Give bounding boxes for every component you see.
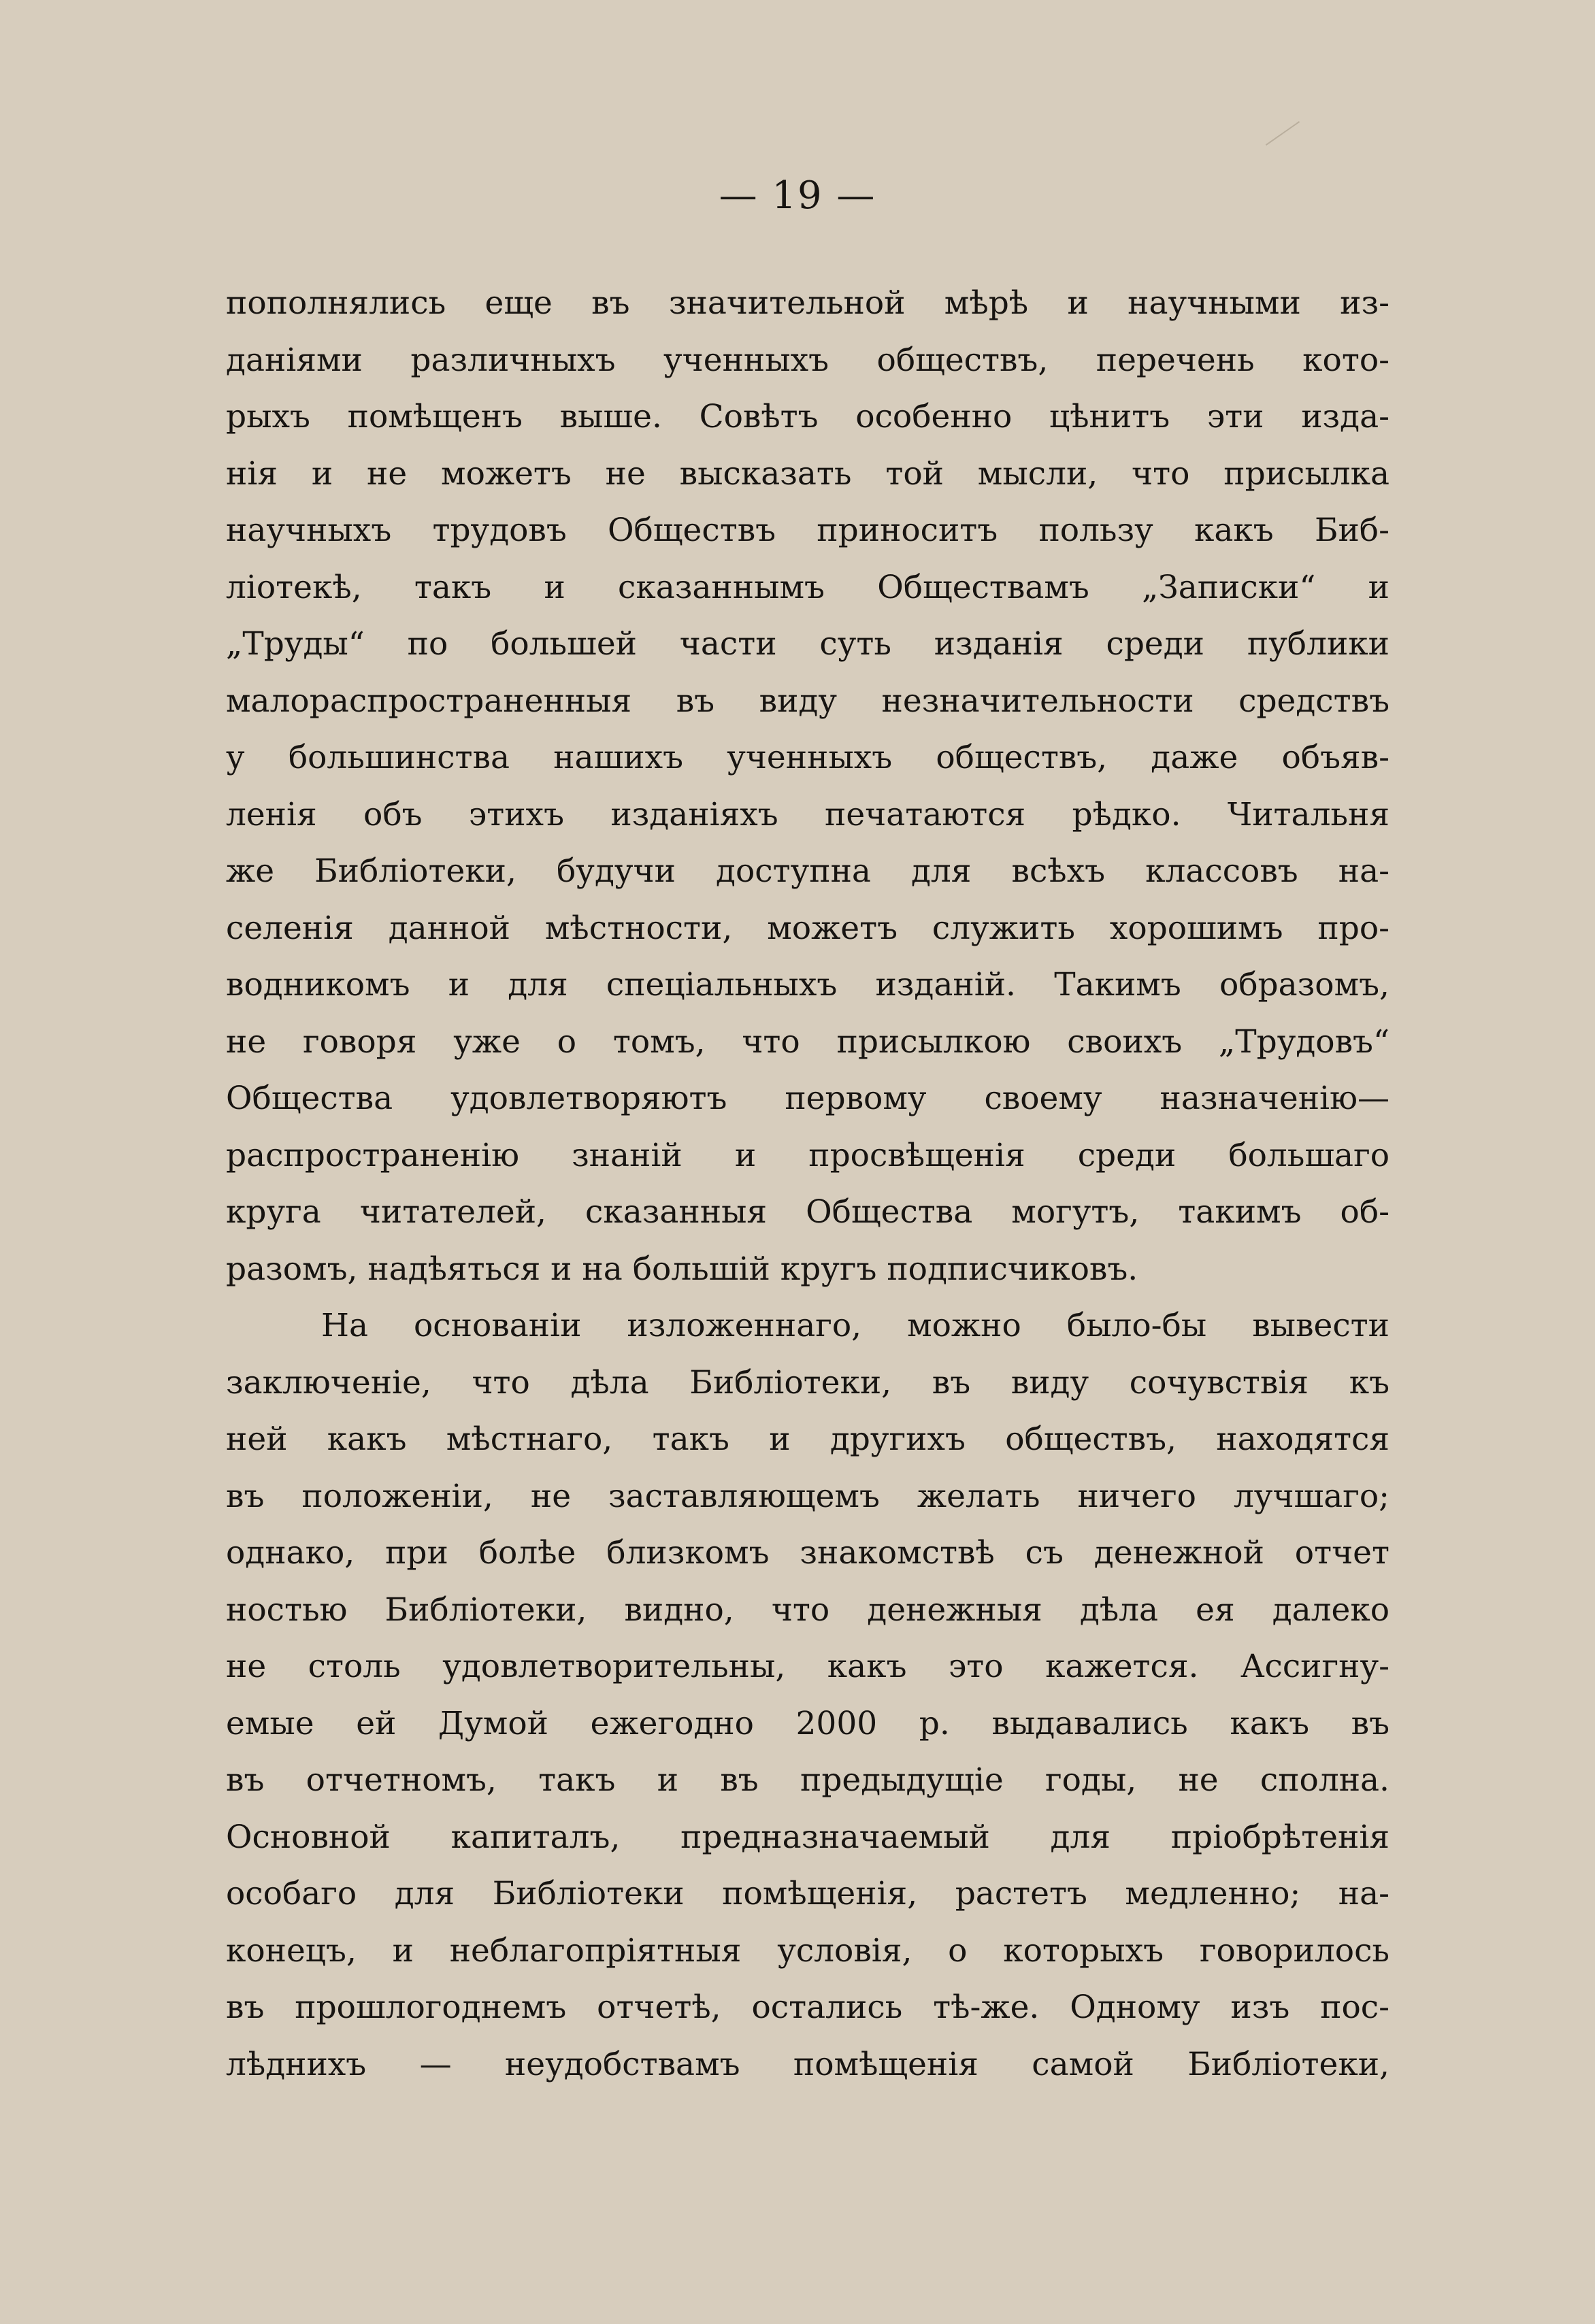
text-line: разомъ, надѣяться и на большій кругъ подписчиковъ. xyxy=(226,1250,1138,1288)
text-line: На основаніи изложеннаго, можно было-бы вывести xyxy=(321,1307,1390,1344)
paragraph-1 xyxy=(226,275,1390,1297)
text-line: нія и не можетъ не высказать той мысли, что присылка xyxy=(226,454,1390,493)
text-line: заключеніе, что дѣла Библіотеки, въ виду сочувствія къ xyxy=(226,1363,1390,1401)
text-line: въ положеніи, не заставляющемъ желать ничего лучшаго; xyxy=(226,1477,1390,1515)
text-line: Общества удовлетворяютъ первому своему назначенію— xyxy=(226,1080,1390,1117)
text-line: научныхъ трудовъ Обществъ приноситъ пользу какъ Биб- xyxy=(226,512,1390,549)
text-line: селенія данной мѣстности, можетъ служить хорошимъ про- xyxy=(226,909,1390,947)
text-line: распространенію знаній и просвѣщенія среди большаго xyxy=(226,1136,1390,1174)
text-line: ліотекѣ, такъ и сказаннымъ Обществамъ „Записки“ и xyxy=(226,568,1390,606)
text-line: однако, при болѣе близкомъ знакомствѣ съ денежной отчет xyxy=(226,1534,1390,1572)
text-line: ностью Библіотеки, видно, что денежныя дѣла ея далеко xyxy=(226,1591,1390,1629)
text-line: въ отчетномъ, такъ и въ предыдущіе годы, не сполна. xyxy=(226,1761,1390,1799)
text-line: лѣднихъ — неудобствамъ помѣщенія самой Библіотеки, xyxy=(226,2045,1390,2083)
text-line: не говоря уже о томъ, что присылкою своихъ „Трудовъ“ xyxy=(226,1023,1390,1061)
text-line: конецъ, и неблагопріятныя условія, о которыхъ говорилось xyxy=(226,1931,1390,1970)
text-line: ней какъ мѣстнаго, такъ и другихъ обществъ, находятся xyxy=(226,1421,1390,1458)
paper-smudge xyxy=(1266,121,1300,146)
text-line: „Труды“ по большей части суть изданія среди публики xyxy=(226,625,1390,663)
text-line: же Библіотеки, будучи доступна для всѣхъ классовъ на- xyxy=(226,852,1390,890)
text-line: пополнялись еще въ значительной мѣрѣ и научными из- xyxy=(226,284,1390,322)
text-line: круга читателей, сказанныя Общества могутъ, такимъ об- xyxy=(226,1193,1390,1231)
text-line: рыхъ помѣщенъ выше. Совѣтъ особенно цѣнитъ эти изда- xyxy=(226,398,1390,435)
text-line: водникомъ и для спеціальныхъ изданій. Такимъ образомъ, xyxy=(226,966,1390,1003)
text-line: емые ей Думой ежегодно 2000 р. выдавались какъ въ xyxy=(226,1704,1390,1742)
text-line: въ прошлогоднемъ отчетѣ, остались тѣ-же. Одному изъ пос- xyxy=(226,1989,1390,2026)
text-line: особаго для Библіотеки помѣщенія, растетъ медленно; на- xyxy=(226,1875,1390,1912)
text-line: малораспространенныя въ виду незначительности средствъ xyxy=(226,682,1390,720)
text-line: не столь удовлетворительны, какъ это кажется. Ассигну- xyxy=(226,1648,1390,1685)
text-line: у большинства нашихъ ученныхъ обществъ, даже объяв- xyxy=(226,739,1390,776)
page-number: — 19 — xyxy=(719,173,876,218)
body-text xyxy=(226,275,1390,2093)
paragraph-2 xyxy=(226,1297,1390,2093)
text-line: Основной капиталъ, предназначаемый для пріобрѣтенія xyxy=(226,1818,1390,1856)
text-line: даніями различныхъ ученныхъ обществъ, перечень кото- xyxy=(226,341,1390,379)
text-line: ленія объ этихъ изданіяхъ печатаются рѣдко. Читальня xyxy=(226,795,1390,833)
